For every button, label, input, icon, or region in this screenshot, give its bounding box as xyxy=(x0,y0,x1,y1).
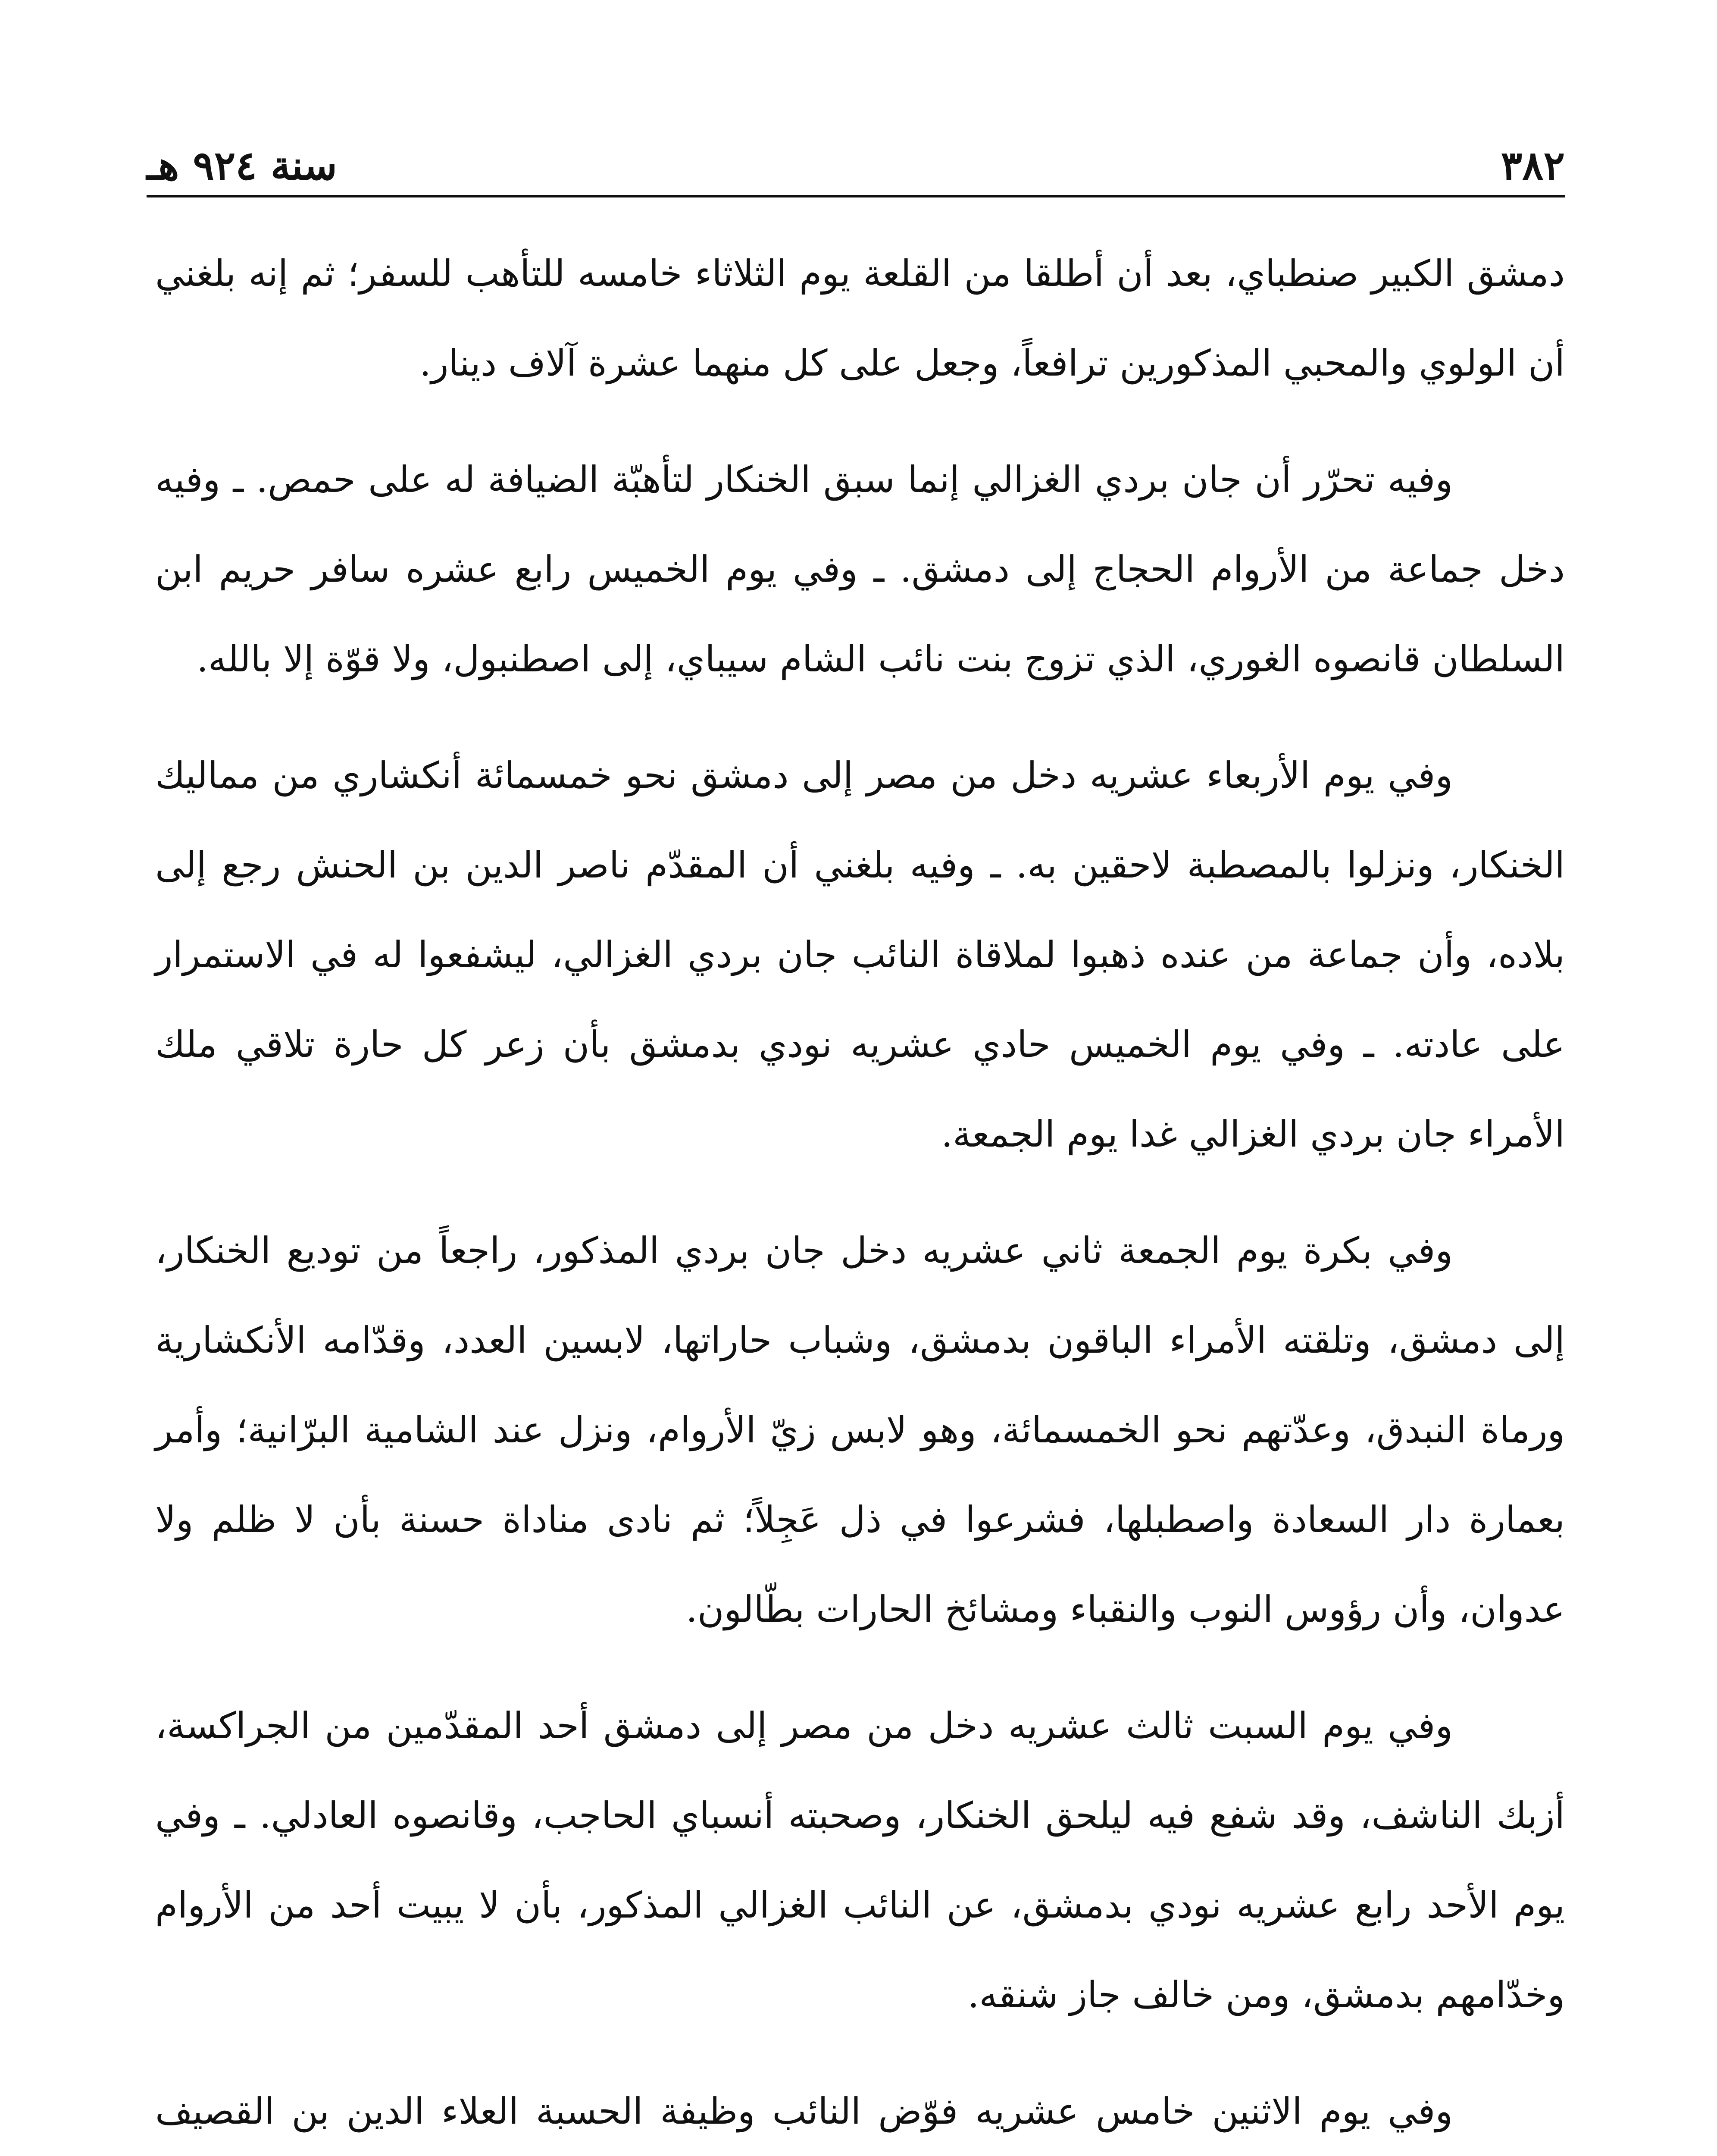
header-rule xyxy=(147,195,1565,197)
paragraph-text: وفي يوم الاثنين خامس عشريه فوّض النائب وظيفة الحسبة العلاء الدين بن القصيف xyxy=(155,2090,1453,2132)
paragraph-text: وفي يوم السبت ثالث عشريه دخل من مصر إلى دمشق أحد المقدّمين من الجراكسة، أزبك الناشف، وقد شفع فيه ليلحق الخنكار، وصحبته أنسباي الحاجب، وقانصوه العادلي. ـ وفي يوم الأحد رابع عشريه نودي بدمشق، عن النائب الغزالي المذكور، بأن لا يبيت أحد من الأروام وخدّامهم بدمشق، ومن خالف جاز شنقه. xyxy=(155,1705,1565,2016)
paragraph-text: وفي بكرة يوم الجمعة ثاني عشريه دخل جان بردي المذكور، راجعاً من توديع الخنكار، إلى دمشق، وتلقته الأمراء الباقون بدمشق، وشباب حاراتها، لابسين العدد، وقدّامه الأنكشارية ورماة النبدق، وعدّتهم نحو الخمسمائة، وهو لابس زيّ الأروام، ونزل عند الشامية البرّانية؛ وأمر بعمارة دار السعادة واصطبلها، فشرعوا في ذل عَجِلاً؛ ثم نادى مناداة حسنة بأن لا ظلم ولا عدوان، وأن رؤوس النوب والنقباء ومشائخ الحارات بطّالون. xyxy=(155,1229,1565,1630)
paragraph-text: دمشق الكبير صنطباي، بعد أن أطلقا من القلعة يوم الثلاثاء خامسه للتأهب للسفر؛ ثم إنه بلغني أن الولوي والمحبي المذكورين ترافعاً، وجعل على كل منهما عشرة آلاف دينار. xyxy=(155,252,1565,384)
running-head: سنة ٩٢٤ هـ xyxy=(147,142,337,189)
paragraph-1 xyxy=(155,229,1565,408)
paragraph-3 xyxy=(155,730,1565,1179)
body-text xyxy=(155,229,1565,2156)
paragraph-text: وفيه تحرّر أن جان بردي الغزالي إنما سبق الخنكار لتأهبّة الضيافة له على حمص. ـ وفيه دخل جماعة من الأروام الحجاج إلى دمشق. ـ وفي يوم الخميس رابع عشره سافر حريم ابن السلطان قانصوه الغوري، الذي تزوج بنت نائب الشام سيباي، إلى اصطنبول، ولا قوّة إلا بالله. xyxy=(155,458,1565,680)
page-number: ٣٨٢ xyxy=(1501,142,1565,189)
paragraph-6 xyxy=(155,2066,1565,2156)
paragraph-4 xyxy=(155,1206,1565,1654)
paragraph-text: وفي يوم الأربعاء عشريه دخل من مصر إلى دمشق نحو خمسمائة أنكشاري من مماليك الخنكار، ونزلوا بالمصطبة لاحقين به. ـ وفيه بلغني أن المقدّم ناصر الدين بن الحنش رجع إلى بلاده، وأن جماعة من عنده ذهبوا لملاقاة النائب جان بردي الغزالي، ليشفعوا له في الاستمرار على عادته. ـ وفي يوم الخميس حادي عشريه نودي بدمشق بأن زعر كل حارة تلاقي ملك الأمراء جان بردي الغزالي غدا يوم الجمعة. xyxy=(155,754,1565,1155)
paragraph-5 xyxy=(155,1681,1565,2040)
page-header xyxy=(147,99,1565,198)
paragraph-2 xyxy=(155,435,1565,704)
